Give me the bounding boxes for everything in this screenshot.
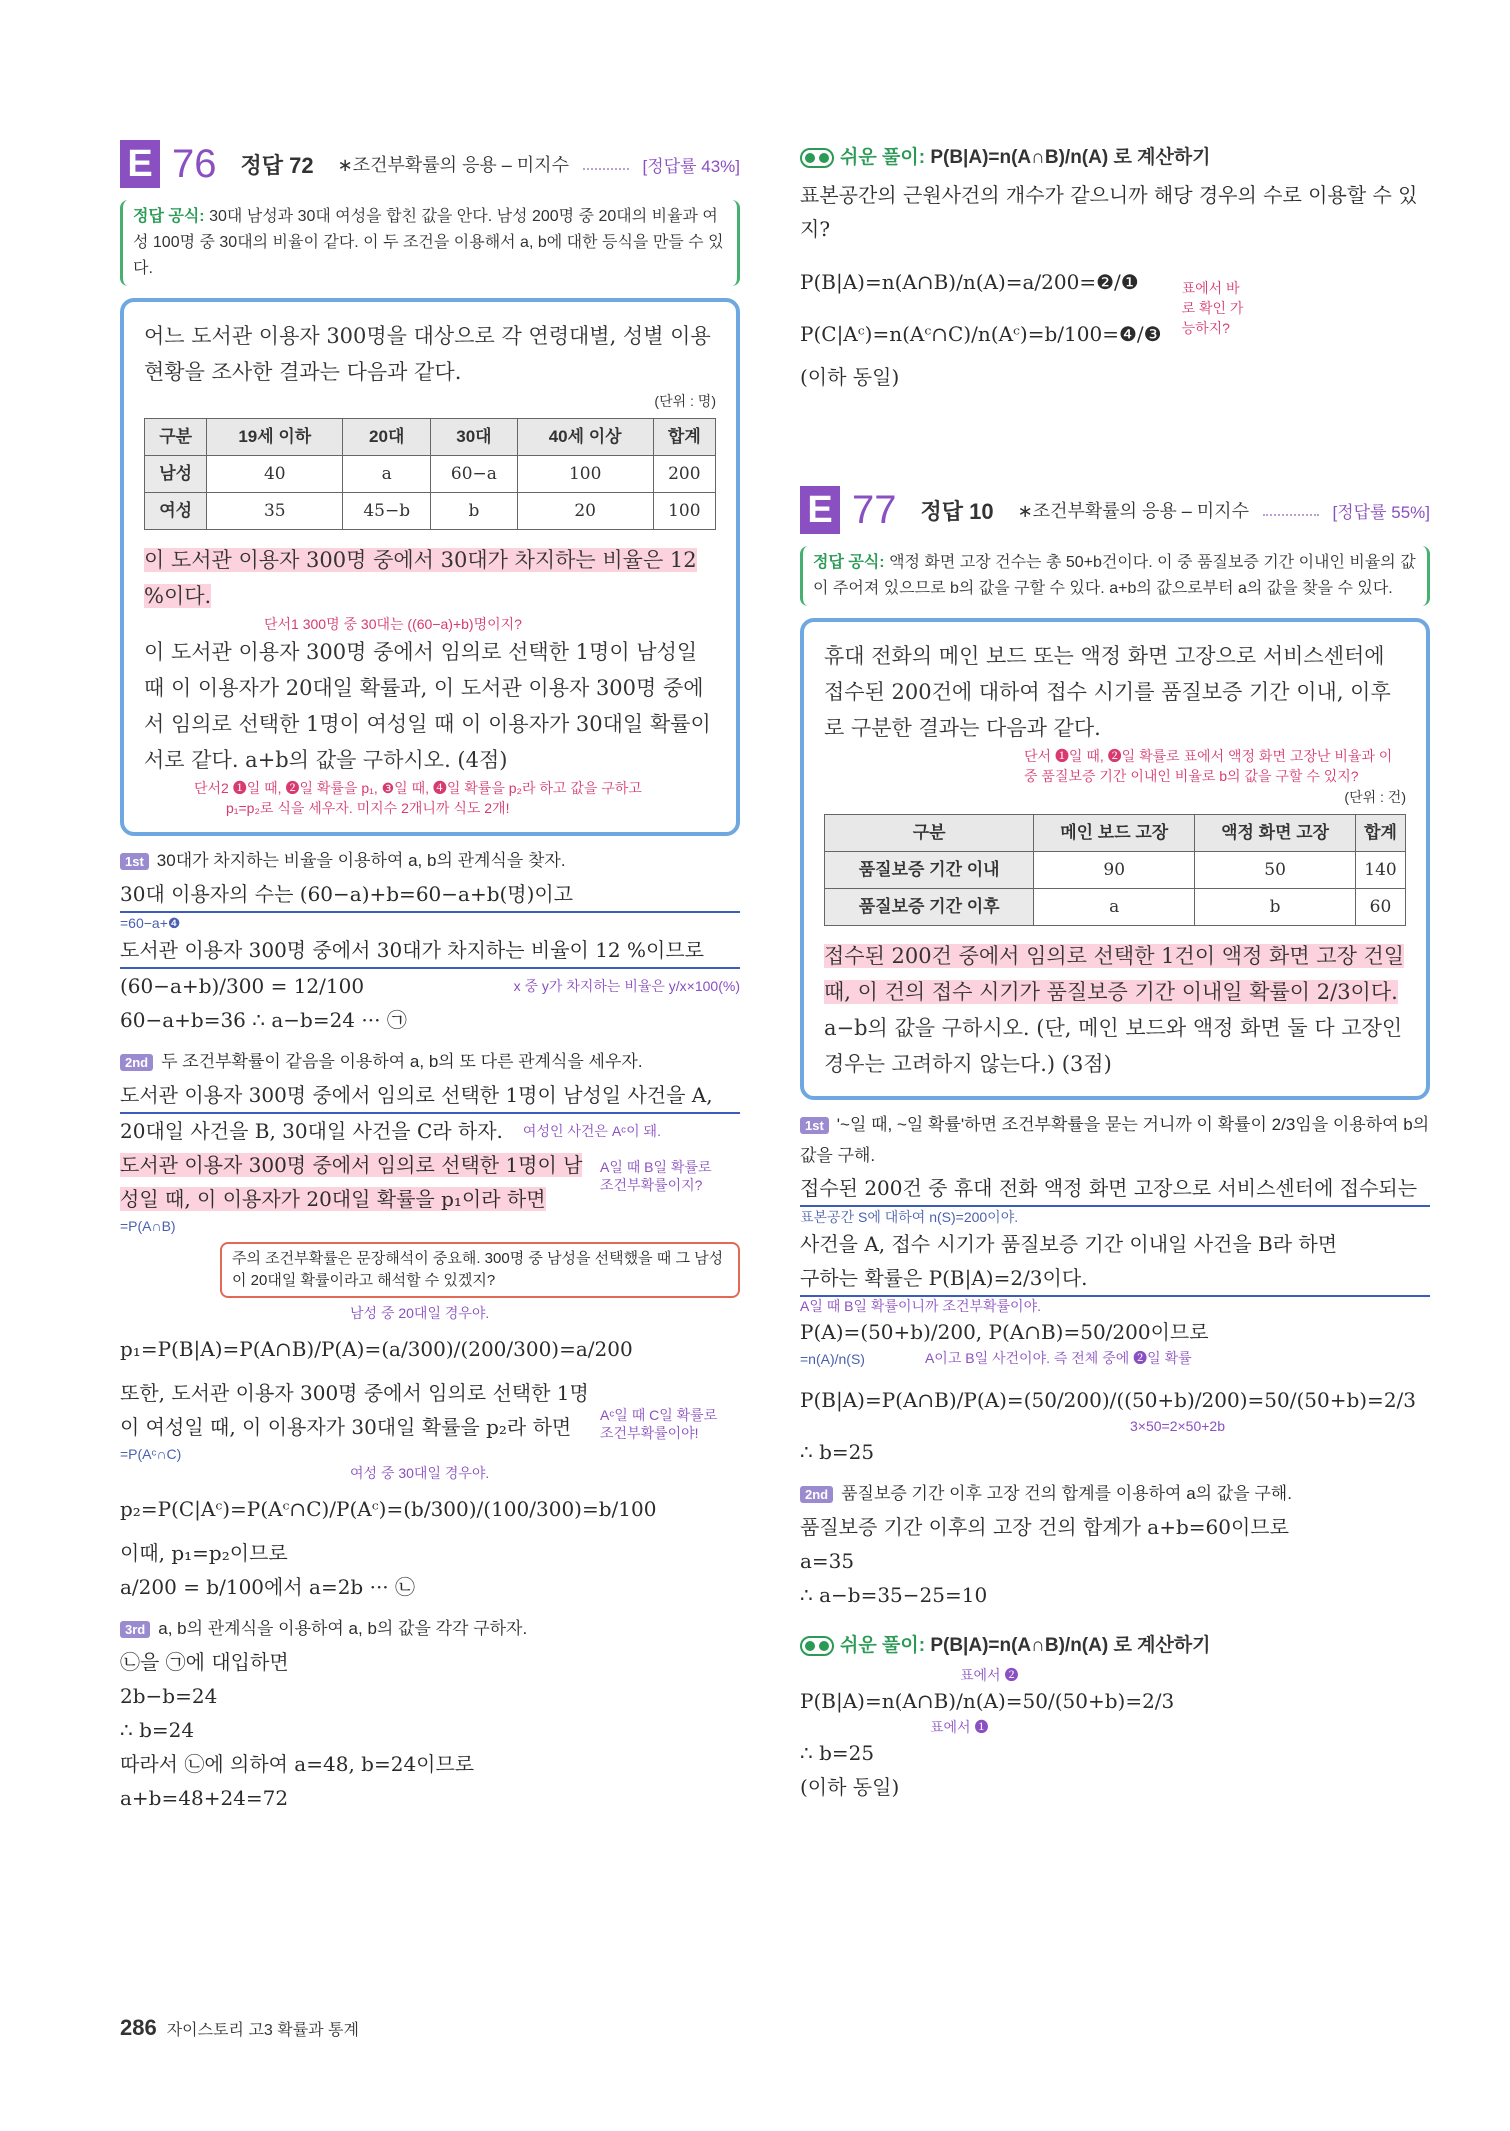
question-intro: 어느 도서관 이용자 300명을 대상으로 각 연령대별, 성별 이용 현황을 조사한 결과는 다음과 같다.	[144, 324, 711, 384]
annotation-row	[800, 1349, 1430, 1369]
dotted-leader	[1263, 504, 1319, 516]
annotation: x 중 y가 차지하는 비율은 y/x×100(%)	[513, 978, 740, 994]
easy-label: 쉬운 풀이:	[840, 147, 926, 168]
equation-block	[800, 256, 1430, 360]
answer-formula	[800, 546, 1430, 606]
book-title: 자이스토리 고3 확률과 통계	[166, 2022, 359, 2039]
solution-line: a/200 = b/100에서 a=2b ··· ㉡	[120, 1575, 416, 1599]
correct-rate: [정답률 55%]	[1332, 502, 1430, 522]
glasses-icon	[800, 148, 834, 168]
table-cell: a	[343, 456, 431, 493]
annotation: 표에서 ❷	[960, 1667, 1019, 1683]
annotation: 남성 중 20대일 경우야.	[350, 1305, 490, 1321]
problem-number: 76	[172, 141, 217, 186]
table-row	[145, 493, 716, 530]
solution-line: 이때, p₁=p₂이므로	[120, 1541, 288, 1565]
table-cell: 20	[517, 493, 653, 530]
annotation: Aᶜ일 때 C일 확률로 조건부확률이야!	[600, 1407, 718, 1441]
step-tag: 2nd	[120, 1054, 153, 1071]
correct-rate: [정답률 43%]	[642, 156, 740, 176]
topic-label: ∗조건부확률의 응용 – 미지수	[1017, 501, 1249, 521]
problem-badge: E	[120, 140, 160, 188]
table-header: 30대	[431, 419, 518, 456]
question-text-2: 이 도서관 이용자 300명 중에서 임의로 선택한 1명이 남성일 때 이 이용자가 20대일 확률과, 이 도서관 이용자 300명 중에서 임의로 선택한 1명이 여성일 때 이 이용자가 30대일 확률이 서로 같다. a+b의 값을 구하시오. (4점)	[144, 640, 711, 772]
table-header: 구분	[825, 815, 1034, 852]
table-cell: 품질보증 기간 이내	[825, 852, 1034, 889]
solution-line: 품질보증 기간 이후의 고장 건의 합계가 a+b=60이므로	[800, 1515, 1289, 1539]
solution-line: 20대일 사건을 B, 30대일 사건을 C라 하자.	[120, 1119, 503, 1143]
problem-badge: E	[800, 486, 840, 534]
problem-number: 77	[852, 487, 897, 532]
table-cell: 60−a	[431, 456, 518, 493]
annotation: A일 때 B일 확률로 조건부확률이지?	[600, 1159, 712, 1193]
solution-line: ∴ b=25	[800, 1741, 875, 1765]
table-cell: 100	[653, 493, 715, 530]
table-cell: 35	[207, 493, 343, 530]
table-cell: a	[1034, 889, 1195, 926]
glasses-icon	[800, 1636, 834, 1656]
solution-line: ∴ a−b=35−25=10	[800, 1583, 988, 1607]
solution-line: (이하 동일)	[800, 1775, 900, 1799]
solution-line: 따라서 ㉡에 의하여 a=48, b=24이므로	[120, 1752, 475, 1776]
equation: P(B|A)=n(A∩B)/n(A)=a/200=❷/❶	[800, 270, 1139, 294]
problem-76-header	[120, 138, 740, 190]
solution-line: 구하는 확률은 P(B|A)=2/3이다.	[800, 1261, 1430, 1297]
warning-box: 주의 조건부확률은 문장해석이 중요해. 300명 중 남성을 선택했을 때 그 남성이 20대일 확률이라고 해석할 수 있겠지?	[220, 1242, 740, 1298]
hint-note-1: 단서1 300명 중 30대는 ((60−a)+b)명이지?	[264, 616, 522, 632]
table-header: 메인 보드 고장	[1034, 815, 1195, 852]
table-cell: 140	[1356, 852, 1406, 889]
table-cell: b	[1195, 889, 1356, 926]
p2-equation: p₂=P(C|Aᶜ)=P(Aᶜ∩C)/P(Aᶜ)=(b/300)/(100/300)=b/100	[120, 1497, 657, 1521]
step-tag: 1st	[120, 853, 149, 870]
step-1-heading	[120, 846, 740, 877]
question-text-1: 접수된 200건 중에서 임의로 선택한 1건이 액정 화면 고장 건일 때, 이 건의 접수 시기가 품질보증 기간 이내일 확률이 2/3이다.	[824, 944, 1405, 1004]
table-cell: b	[431, 493, 518, 530]
annotation: 표에서 바로 확인 가능하지?	[1181, 280, 1244, 336]
solution-row	[120, 1114, 740, 1148]
table-header: 19세 이하	[207, 419, 343, 456]
formula-text: 액정 화면 고장 건수는 총 50+b건이다. 이 중 품질보증 기간 이내인 비율의 값이 주어져 있으므로 b의 값을 구할 수 있다. a+b의 값으로부터 a의 값을 찾을 수 있다.	[813, 554, 1416, 597]
annotation: =n(A)/n(S)	[800, 1351, 865, 1367]
formula-text: 30대 남성과 30대 여성을 합친 값을 안다. 남성 200명 중 20대의 비율과 여성 100명 중 30대의 비율이 같다. 이 두 조건을 이용해서 a, b에 대한 등식을 만들 수 있다.	[133, 208, 724, 277]
solution-line: 도서관 이용자 300명 중에서 30대가 차지하는 비율이 12 %이므로	[120, 933, 740, 969]
solution-line: a+b=48+24=72	[120, 1786, 289, 1810]
step-tag: 1st	[800, 1117, 829, 1134]
annotation: 여성인 사건은 Aᶜ이 돼.	[522, 1123, 661, 1139]
question-text-2: a−b의 값을 구하시오. (단, 메인 보드와 액정 화면 둘 다 고장인 경우는 고려하지 않는다.) (3점)	[824, 1016, 1403, 1076]
answer-label: 정답 72	[240, 152, 314, 178]
equation: (60−a+b)/300 = 12/100	[120, 974, 365, 998]
easy-solution-heading	[800, 138, 1430, 178]
solution-line: 접수된 200건 중 휴대 전화 액정 화면 고장으로 서비스센터에 접수되는	[800, 1171, 1430, 1207]
repair-table	[824, 814, 1406, 926]
table-cell: 남성	[145, 456, 207, 493]
annotation: =P(A∩B)	[120, 1218, 176, 1234]
step-2-heading	[120, 1047, 740, 1078]
equation: P(C|Aᶜ)=n(Aᶜ∩C)/n(Aᶜ)=b/100=❹/❸	[800, 322, 1162, 346]
solution-line: ∴ b=25	[800, 1440, 875, 1464]
solution-line: a=35	[800, 1549, 855, 1573]
solution-line: ㉡을 ㉠에 대입하면	[120, 1650, 289, 1674]
table-cell: 여성	[145, 493, 207, 530]
p1-equation: p₁=P(B|A)=P(A∩B)/P(A)=(a/300)/(200/300)=a/200	[120, 1337, 633, 1361]
problem-77-header	[800, 484, 1430, 536]
annotation: 표본공간 S에 대하여 n(S)=200이야.	[800, 1209, 1019, 1225]
annotation: 표에서 ❶	[930, 1719, 989, 1735]
step-tag: 2nd	[800, 1486, 833, 1503]
table-unit: (단위 : 명)	[654, 393, 716, 409]
formula-label: 정답 공식:	[133, 208, 205, 225]
question-box	[120, 298, 740, 836]
easy-label: 쉬운 풀이:	[840, 1635, 926, 1656]
step-title: 품질보증 기간 이후 고장 건의 합계를 이용하여 a의 값을 구해.	[841, 1484, 1292, 1503]
step-3-heading	[120, 1614, 740, 1645]
topic-label: ∗조건부확률의 응용 – 미지수	[337, 155, 569, 175]
annotation: A일 때 B일 확률이니까 조건부확률이야.	[800, 1298, 1041, 1314]
survey-table	[144, 418, 716, 530]
answer-formula	[120, 200, 740, 286]
left-column	[120, 138, 740, 1815]
solution-line: 2b−b=24	[120, 1684, 218, 1708]
annotation: =P(Aᶜ∩C)	[120, 1446, 182, 1462]
step-tag: 3rd	[120, 1621, 150, 1638]
step-title: 30대가 차지하는 비율을 이용하여 a, b의 관계식을 찾자.	[156, 851, 566, 870]
solution-line: 도서관 이용자 300명 중에서 임의로 선택한 1명이 남성일 때, 이 이용자가 20대일 확률을 p₁이라 하면	[120, 1153, 583, 1211]
solution-line: 사건을 A, 접수 시기가 품질보증 기간 이내일 사건을 B라 하면	[800, 1232, 1338, 1256]
annotation: A이고 B일 사건이야. 즉 전체 중에 ❷일 확률	[924, 1350, 1192, 1366]
solution-line: 도서관 이용자 300명 중에서 임의로 선택한 1명이 남성일 사건을 A,	[120, 1078, 740, 1114]
step-2-heading	[800, 1479, 1430, 1510]
easy-formula: P(B|A)=n(A∩B)/n(A) 로 계산하기	[930, 1635, 1211, 1656]
solution-line: 표본공간의 근원사건의 개수가 같으니까 해당 경우의 수로 이용할 수 있지?	[800, 183, 1418, 241]
step-title: '~일 때, ~일 확률'하면 조건부확률을 묻는 거니까 이 확률이 2/3임을 이용하여 b의 값을 구해.	[800, 1115, 1430, 1165]
answer-label: 정답 10	[920, 498, 994, 524]
question-box	[800, 618, 1430, 1100]
solution-line: 30대 이용자의 수는 (60−a)+b=60−a+b(명)이고	[120, 877, 740, 913]
step-title: a, b의 관계식을 이용하여 a, b의 값을 각각 구하자.	[158, 1619, 528, 1638]
hint-note-2a: 단서2 ❶일 때, ❷일 확률을 p₁, ❸일 때, ❹일 확률을 p₂라 하고 값을 구하고	[194, 780, 642, 796]
hint-note: 단서 ❶일 때, ❷일 확률로 표에서 액정 화면 고장난 비율과 이 중 품질보증 기간 이내인 비율로 b의 값을 구할 수 있지?	[1024, 748, 1393, 784]
hint-note-2b: p₁=p₂로 식을 세우자. 미지수 2개니까 식도 2개!	[226, 800, 510, 816]
solution-row	[120, 1376, 740, 1444]
question-intro: 휴대 전화의 메인 보드 또는 액정 화면 고장으로 서비스센터에 접수된 200건에 대하여 접수 시기를 품질보증 기간 이내, 이후로 구분한 결과는 다음과 같다.	[824, 644, 1391, 740]
table-row	[825, 852, 1406, 889]
table-cell: 200	[653, 456, 715, 493]
table-header: 40세 이상	[517, 419, 653, 456]
page-footer	[120, 2015, 359, 2041]
table-header-row	[145, 419, 716, 456]
step-1-heading	[800, 1110, 1430, 1171]
equation: P(A)=(50+b)/200, P(A∩B)=50/200이므로	[800, 1320, 1209, 1344]
table-cell: 100	[517, 456, 653, 493]
solution-line: 또한, 도서관 이용자 300명 중에서 임의로 선택한 1명이 여성일 때, 이 이용자가 30대일 확률을 p₂라 하면	[120, 1381, 589, 1439]
dotted-leader	[583, 158, 629, 170]
table-row	[145, 456, 716, 493]
equation-row	[120, 969, 740, 1003]
question-text-1: 이 도서관 이용자 300명 중에서 30대가 차지하는 비율은 12 %이다.	[144, 548, 697, 608]
easy-formula: P(B|A)=n(A∩B)/n(A) 로 계산하기	[930, 147, 1211, 168]
table-row	[825, 889, 1406, 926]
table-header: 20대	[343, 419, 431, 456]
table-cell: 45−b	[343, 493, 431, 530]
step-title: 두 조건부확률이 같음을 이용하여 a, b의 또 다른 관계식을 세우자.	[161, 1052, 643, 1071]
easy-solution-heading	[800, 1626, 1430, 1666]
solution-row	[120, 1148, 740, 1216]
solution-line: ∴ b=24	[120, 1718, 195, 1742]
page-number: 286	[120, 2015, 157, 2040]
equations	[800, 256, 1162, 360]
table-header: 합계	[1356, 815, 1406, 852]
annotation: 3×50=2×50+2b	[1130, 1418, 1225, 1434]
table-cell: 60	[1356, 889, 1406, 926]
table-header: 합계	[653, 419, 715, 456]
solution-line: 60−a+b=36 ∴ a−b=24 ··· ㉠	[120, 1008, 407, 1032]
table-unit: (단위 : 건)	[1344, 789, 1406, 805]
table-header: 구분	[145, 419, 207, 456]
table-header: 액정 화면 고장	[1195, 815, 1356, 852]
formula-label: 정답 공식:	[813, 554, 885, 571]
annotation: 여성 중 30대일 경우야.	[350, 1465, 490, 1481]
table-header-row	[825, 815, 1406, 852]
equation: P(B|A)=n(A∩B)/n(A)=50/(50+b)=2/3	[800, 1689, 1175, 1713]
annotation: =60−a+❹	[120, 915, 181, 931]
equation: P(B|A)=P(A∩B)/P(A)=(50/200)/((50+b)/200)=50/(50+b)=2/3	[800, 1388, 1417, 1412]
solution-line: (이하 동일)	[800, 365, 900, 389]
right-column	[800, 138, 1430, 1804]
table-cell: 40	[207, 456, 343, 493]
table-cell: 90	[1034, 852, 1195, 889]
table-cell: 품질보증 기간 이후	[825, 889, 1034, 926]
table-cell: 50	[1195, 852, 1356, 889]
